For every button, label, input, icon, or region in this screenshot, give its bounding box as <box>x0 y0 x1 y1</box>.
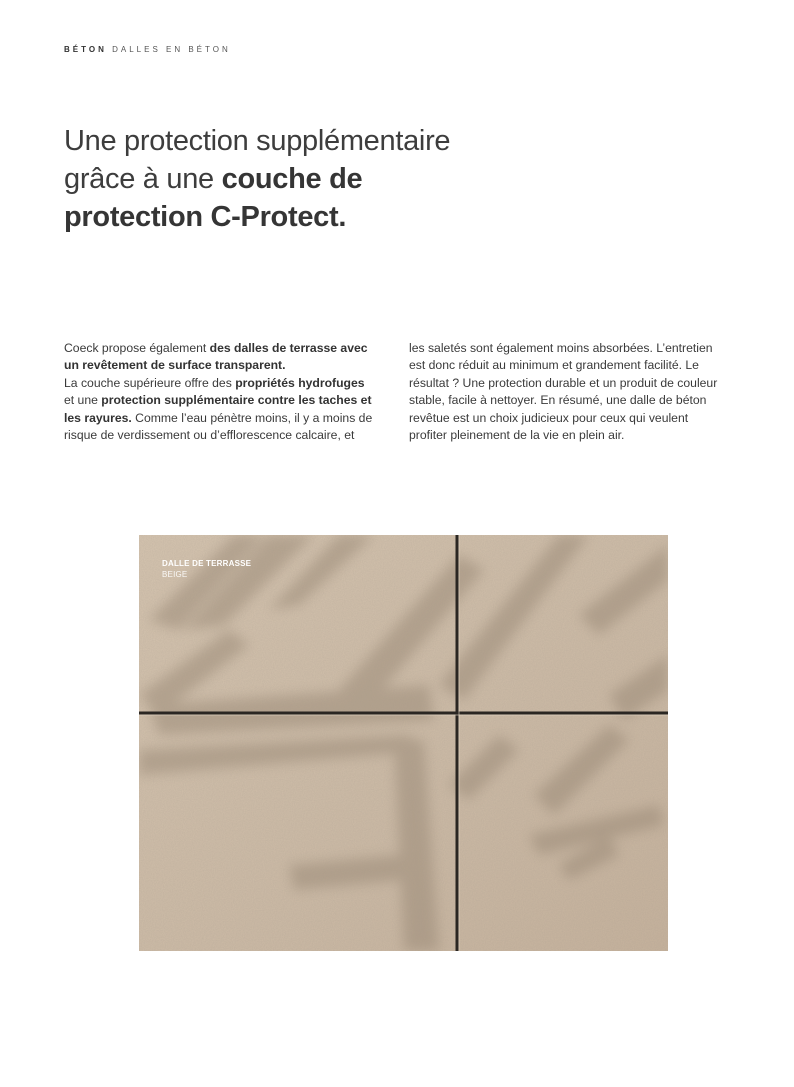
header-brand: BÉTON <box>64 45 107 54</box>
page-title <box>64 122 584 236</box>
terrace-tile-photo <box>139 535 668 951</box>
tile-grain <box>139 535 668 951</box>
title-line2-bold: couche de <box>221 163 363 195</box>
tile-photo-graphic <box>139 535 668 951</box>
body-left-b2: propriétés hydrofuges <box>235 375 365 390</box>
caption-subtitle: BEIGE <box>162 570 188 579</box>
body-text-left <box>64 340 374 444</box>
body-text-right: les saletés sont également moins absorbées. L’entretien est donc réduit au minimum et grandement facilité. Le résultat ? Une protection durable et un produit de couleur stable, facile à nettoyer. En résumé, une dalle de béton revêtue est un choix judicieux pour ceux qui veulent profiter pleinement de la vie en plein air. <box>409 341 718 443</box>
photo-caption <box>162 558 251 580</box>
body-left-b3: protection supplémentaire contre les taches et les rayures. <box>64 393 372 425</box>
caption-title: DALLE DE TERRASSE <box>162 559 252 568</box>
title-line3-bold: protection C-Protect. <box>64 201 347 233</box>
body-left-t4: Comme l’eau pénètre moins, il y a moins de risque de verdissement ou d’efflorescence calcaire, et <box>64 410 373 443</box>
body-left-t3: et une <box>64 393 102 408</box>
title-line1: Une protection supplémentaire <box>64 125 451 157</box>
body-left-b1: des dalles de terrasse avec un revêtement de surface transparent. <box>64 341 368 373</box>
body-left-t1: Coeck propose également <box>64 341 210 355</box>
running-header <box>64 45 231 54</box>
body-left-t2: La couche supérieure offre des <box>64 375 236 390</box>
title-line2-plain: grâce à une <box>64 163 222 195</box>
header-section: DALLES EN BÉTON <box>112 45 231 54</box>
